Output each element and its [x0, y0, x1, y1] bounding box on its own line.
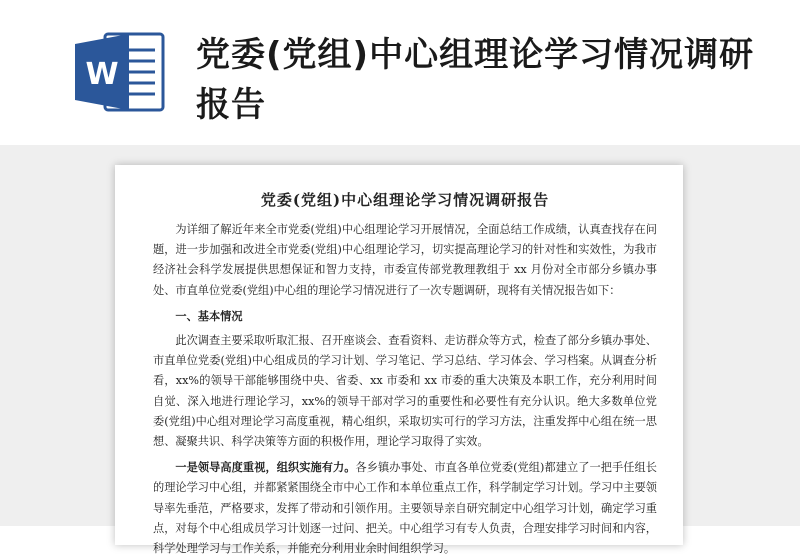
page-title: 党委(党组)中心组理论学习情况调研报告 — [196, 35, 755, 125]
section-heading: 一、基本情况 — [175, 308, 243, 323]
point-paragraph — [153, 457, 657, 559]
intro-paragraph: 为详细了解近年来全市党委(党组)中心组理论学习开展情况，全面总结工作成绩，认真查找存在问题，进一步加强和改进全市党委(党组)中心组理论学习，切实提高理论学习的针对性和实效性，为我市经济社会科学发展提供思想保证和智力支持，市委宣传部党教理教组于 xx 月份对全市部分乡镇办事处、市直单位党委(党组)中心组的理论学习情况进行了一次专题调研，现将有关情况报告如下： — [153, 223, 657, 297]
word-icon-letter: W — [85, 57, 119, 92]
point-lead: 一是领导高度重视，组织实施有力。 — [175, 460, 356, 475]
header — [0, 0, 800, 140]
document-preview — [115, 165, 683, 556]
document-title: 党委(党组)中心组理论学习情况调研报告 — [260, 191, 550, 209]
point-text: 各乡镇办事处、市直各单位党委(党组)都建立了一把手任组长的理论学习中心组，并都紧紧围绕全市中心工作和本单位重点工作，科学制定学习计划。学习中主要领导率先垂范，严格要求，发挥了带动和引领作用。主要领导亲自研究制定中心组学习计划，确定学习重点，对每个中心组成员学习计划逐一过问、把关。中心组学习有专人负责，合理安排学习时间和内容，科学处理学习与工作关系，并能充分利用业余时间组织学习。 — [153, 461, 657, 556]
word-document-icon — [75, 30, 167, 114]
section-paragraph: 此次调查主要采取听取汇报、召开座谈会、查看资料、走访群众等方式，检查了部分乡镇办事处、市直单位党委(党组)中心组成员的学习计划、学习笔记、学习总结、学习体会、学习档案。从调查分析看，xx%的领导干部能够围绕中央、省委、xx 市委和 xx 市委的重大决策及本职工作，充分利用时间自觉、深入地进行理论学习，xx%的领导干部对学习的重要性和必要性有充分认识。绝大多数单位党委(党组)中心组对理论学习高度重视，精心组织，采取切实可行的学习方法，注重发挥中心组在统一思想、凝聚共识、科学决策等方面的积极作用，理论学习取得了实效。 — [153, 334, 657, 449]
